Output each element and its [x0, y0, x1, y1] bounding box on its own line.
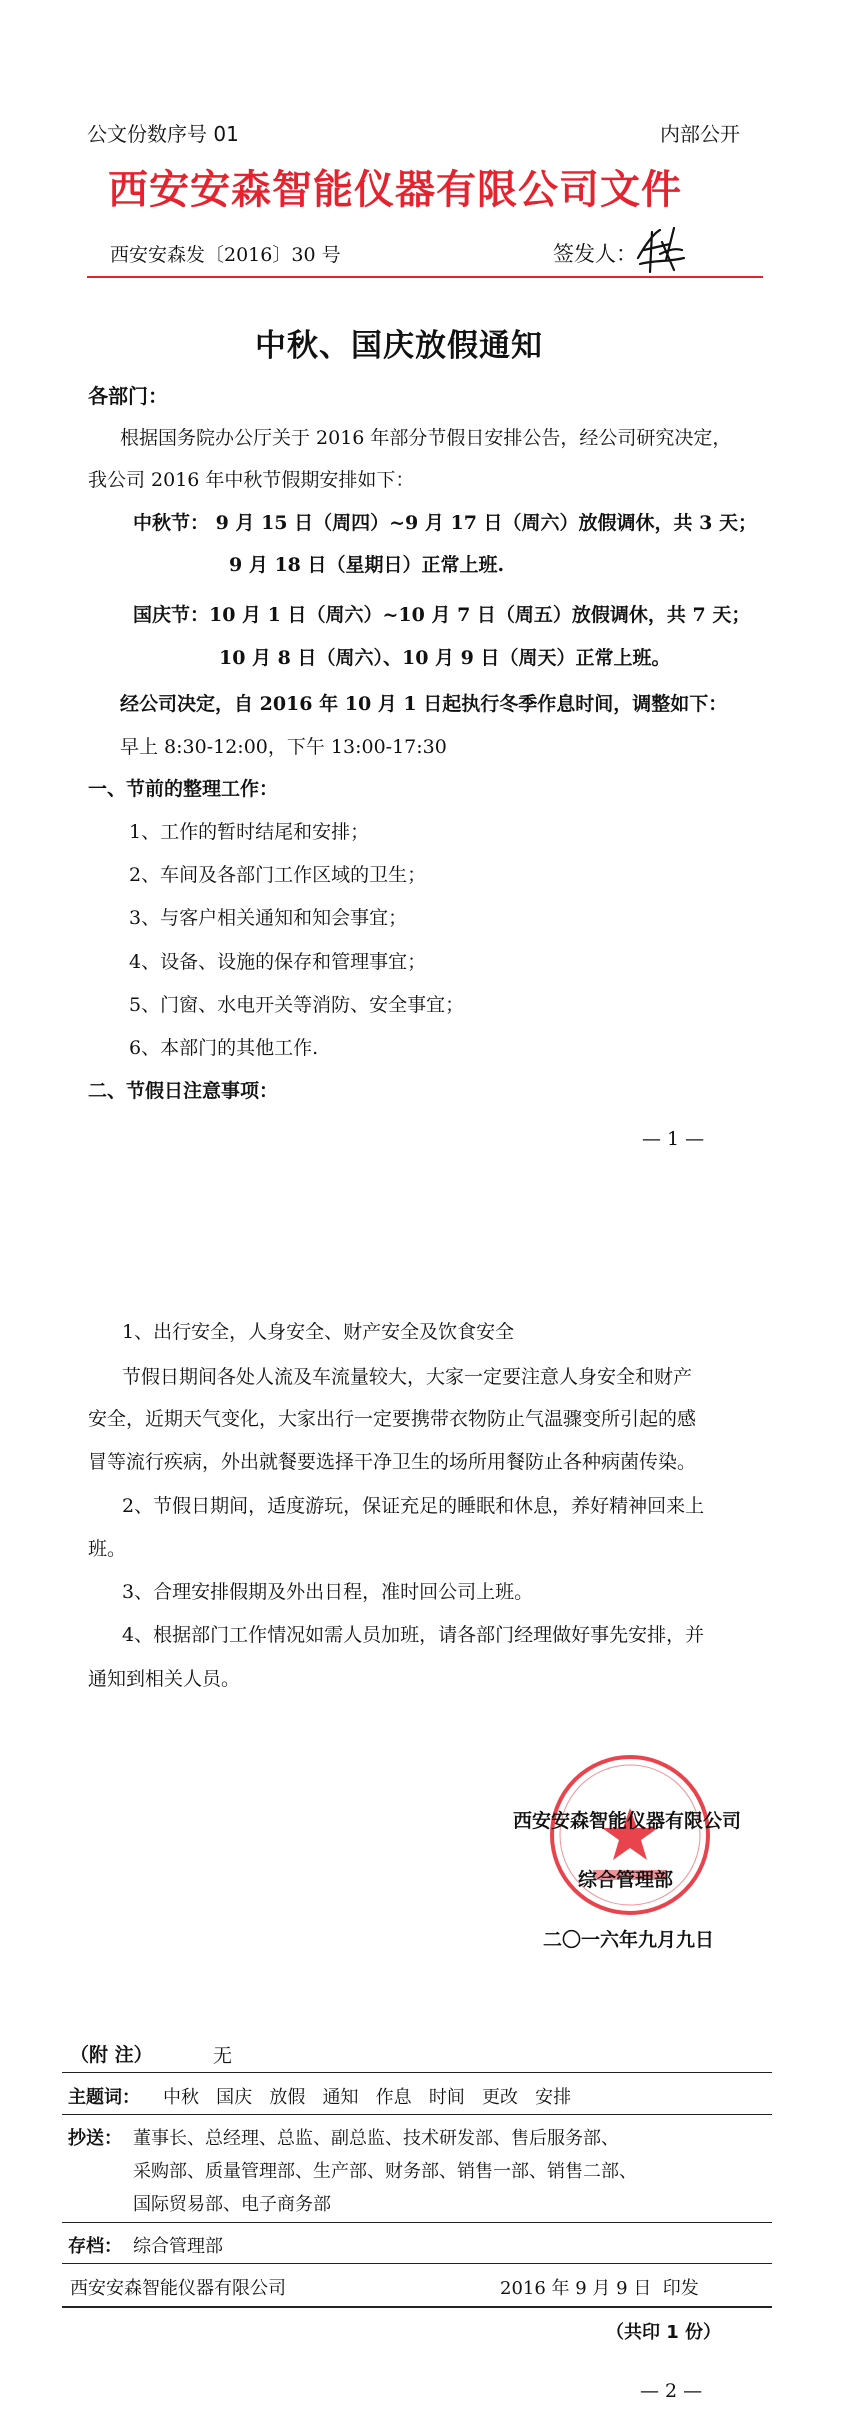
- signature-date: 二〇一六年九月九日: [543, 1929, 715, 1951]
- section-item: 2、车间及各部门工作区域的卫生；: [129, 864, 427, 886]
- archive-label: 存档：: [68, 2236, 122, 2257]
- section-item: 4、设备、设施的保存和管理事宜；: [129, 951, 427, 973]
- page-title: 中秋、国庆放假通知: [255, 328, 543, 364]
- note-line: 1、出行安全，人身安全、财产安全及饮食安全: [122, 1321, 515, 1343]
- cc-line: 采购部、质量管理部、生产部、财务部、销售一部、销售二部、: [133, 2161, 637, 2182]
- schedule-line: 国庆节：10 月 1 日（周六）~10 月 7 日（周五）放假调休，共 7 天；: [133, 604, 751, 626]
- keywords-label: 主题词：: [68, 2087, 140, 2108]
- note-line: 4、根据部门工作情况如需人员加班，请各部门经理做好事先安排，并: [122, 1624, 705, 1646]
- section-heading: 一、节前的整理工作：: [88, 778, 279, 800]
- note-line: 2、节假日期间，适度游玩，保证充足的睡眠和休息，养好精神回来上: [122, 1495, 705, 1517]
- cc-label: 抄送：: [68, 2128, 122, 2149]
- signature-department: 综合管理部: [578, 1869, 674, 1891]
- print-date: 2016 年 9 月 9 日 印发: [500, 2278, 699, 2299]
- note-line: 3、合理安排假期及外出日程，准时回公司上班。: [122, 1581, 534, 1603]
- page-number: — 1 —: [642, 1128, 705, 1150]
- archive-value: 综合管理部: [133, 2236, 223, 2257]
- doc-serial: 公文份数序号 01: [87, 122, 239, 146]
- section-heading: 二、节假日注意事项：: [88, 1080, 279, 1102]
- attachment-label: （附 注）: [70, 2044, 153, 2066]
- intro-line: 我公司 2016 年中秋节假期安排如下：: [88, 469, 415, 491]
- page-number: — 2 —: [640, 2380, 703, 2402]
- intro-line: 根据国务院办公厅关于 2016 年部分节假日安排公告，经公司研究决定，: [120, 427, 732, 449]
- footer-divider: [62, 2306, 772, 2308]
- note-line: 通知到相关人员。: [88, 1668, 241, 1690]
- section-item: 1、工作的暂时结尾和安排；: [129, 821, 370, 843]
- salutation: 各部门：: [88, 384, 168, 408]
- schedule-line: 中秋节： 9 月 15 日（周四）~9 月 17 日（周六）放假调休，共 3 天；: [133, 512, 757, 534]
- note-line: 节假日期间各处人流及车流量较大，大家一定要注意人身安全和财产: [122, 1366, 693, 1388]
- schedule-line: 9 月 18 日（星期日）正常上班.: [229, 554, 505, 576]
- doc-number: 西安安森发〔2016〕30 号: [110, 244, 341, 266]
- section-item: 3、与客户相关通知和知会事宜；: [129, 907, 408, 929]
- issuer-label: 签发人：: [553, 242, 637, 266]
- section-item: 5、门窗、水电开关等消防、安全事宜；: [129, 994, 465, 1016]
- cc-line: 国际贸易部、电子商务部: [133, 2194, 331, 2215]
- copies-count: （共印 1 份）: [606, 2322, 722, 2343]
- winter-notice-line: 早上 8:30-12:00，下午 13:00-17:30: [120, 736, 447, 758]
- note-line: 安全，近期天气变化，大家出行一定要携带衣物防止气温骤变所引起的感: [88, 1408, 697, 1430]
- section-item: 6、本部门的其他工作.: [129, 1037, 319, 1059]
- cc-line: 董事长、总经理、总监、副总监、技术研发部、售后服务部、: [133, 2128, 619, 2149]
- company-seal-icon: [545, 1750, 715, 1920]
- footer-divider: [62, 2222, 772, 2223]
- winter-notice-line: 经公司决定，自 2016 年 10 月 1 日起执行冬季作息时间，调整如下：: [120, 693, 728, 715]
- footer-divider: [62, 2114, 772, 2115]
- signature-company: 西安安森智能仪器有限公司: [513, 1810, 742, 1832]
- header-red-rule: [87, 276, 763, 278]
- org-title: 西安安森智能仪器有限公司文件: [108, 167, 682, 213]
- note-line: 班。: [88, 1538, 127, 1560]
- schedule-line: 10 月 8 日（周六）、10 月 9 日（周天）正常上班。: [219, 647, 671, 669]
- footer-divider: [62, 2072, 772, 2073]
- keywords-value: 中秋 国庆 放假 通知 作息 时间 更改 安排: [163, 2087, 572, 2108]
- attachment-value: 无: [213, 2045, 233, 2067]
- doc-classification: 内部公开: [660, 122, 740, 146]
- issuer-signature-icon: [630, 220, 690, 280]
- note-line: 冒等流行疾病，外出就餐要选择干净卫生的场所用餐防止各种病菌传染。: [88, 1451, 697, 1473]
- footer-divider: [62, 2263, 772, 2264]
- issuer-company: 西安安森智能仪器有限公司: [70, 2278, 286, 2299]
